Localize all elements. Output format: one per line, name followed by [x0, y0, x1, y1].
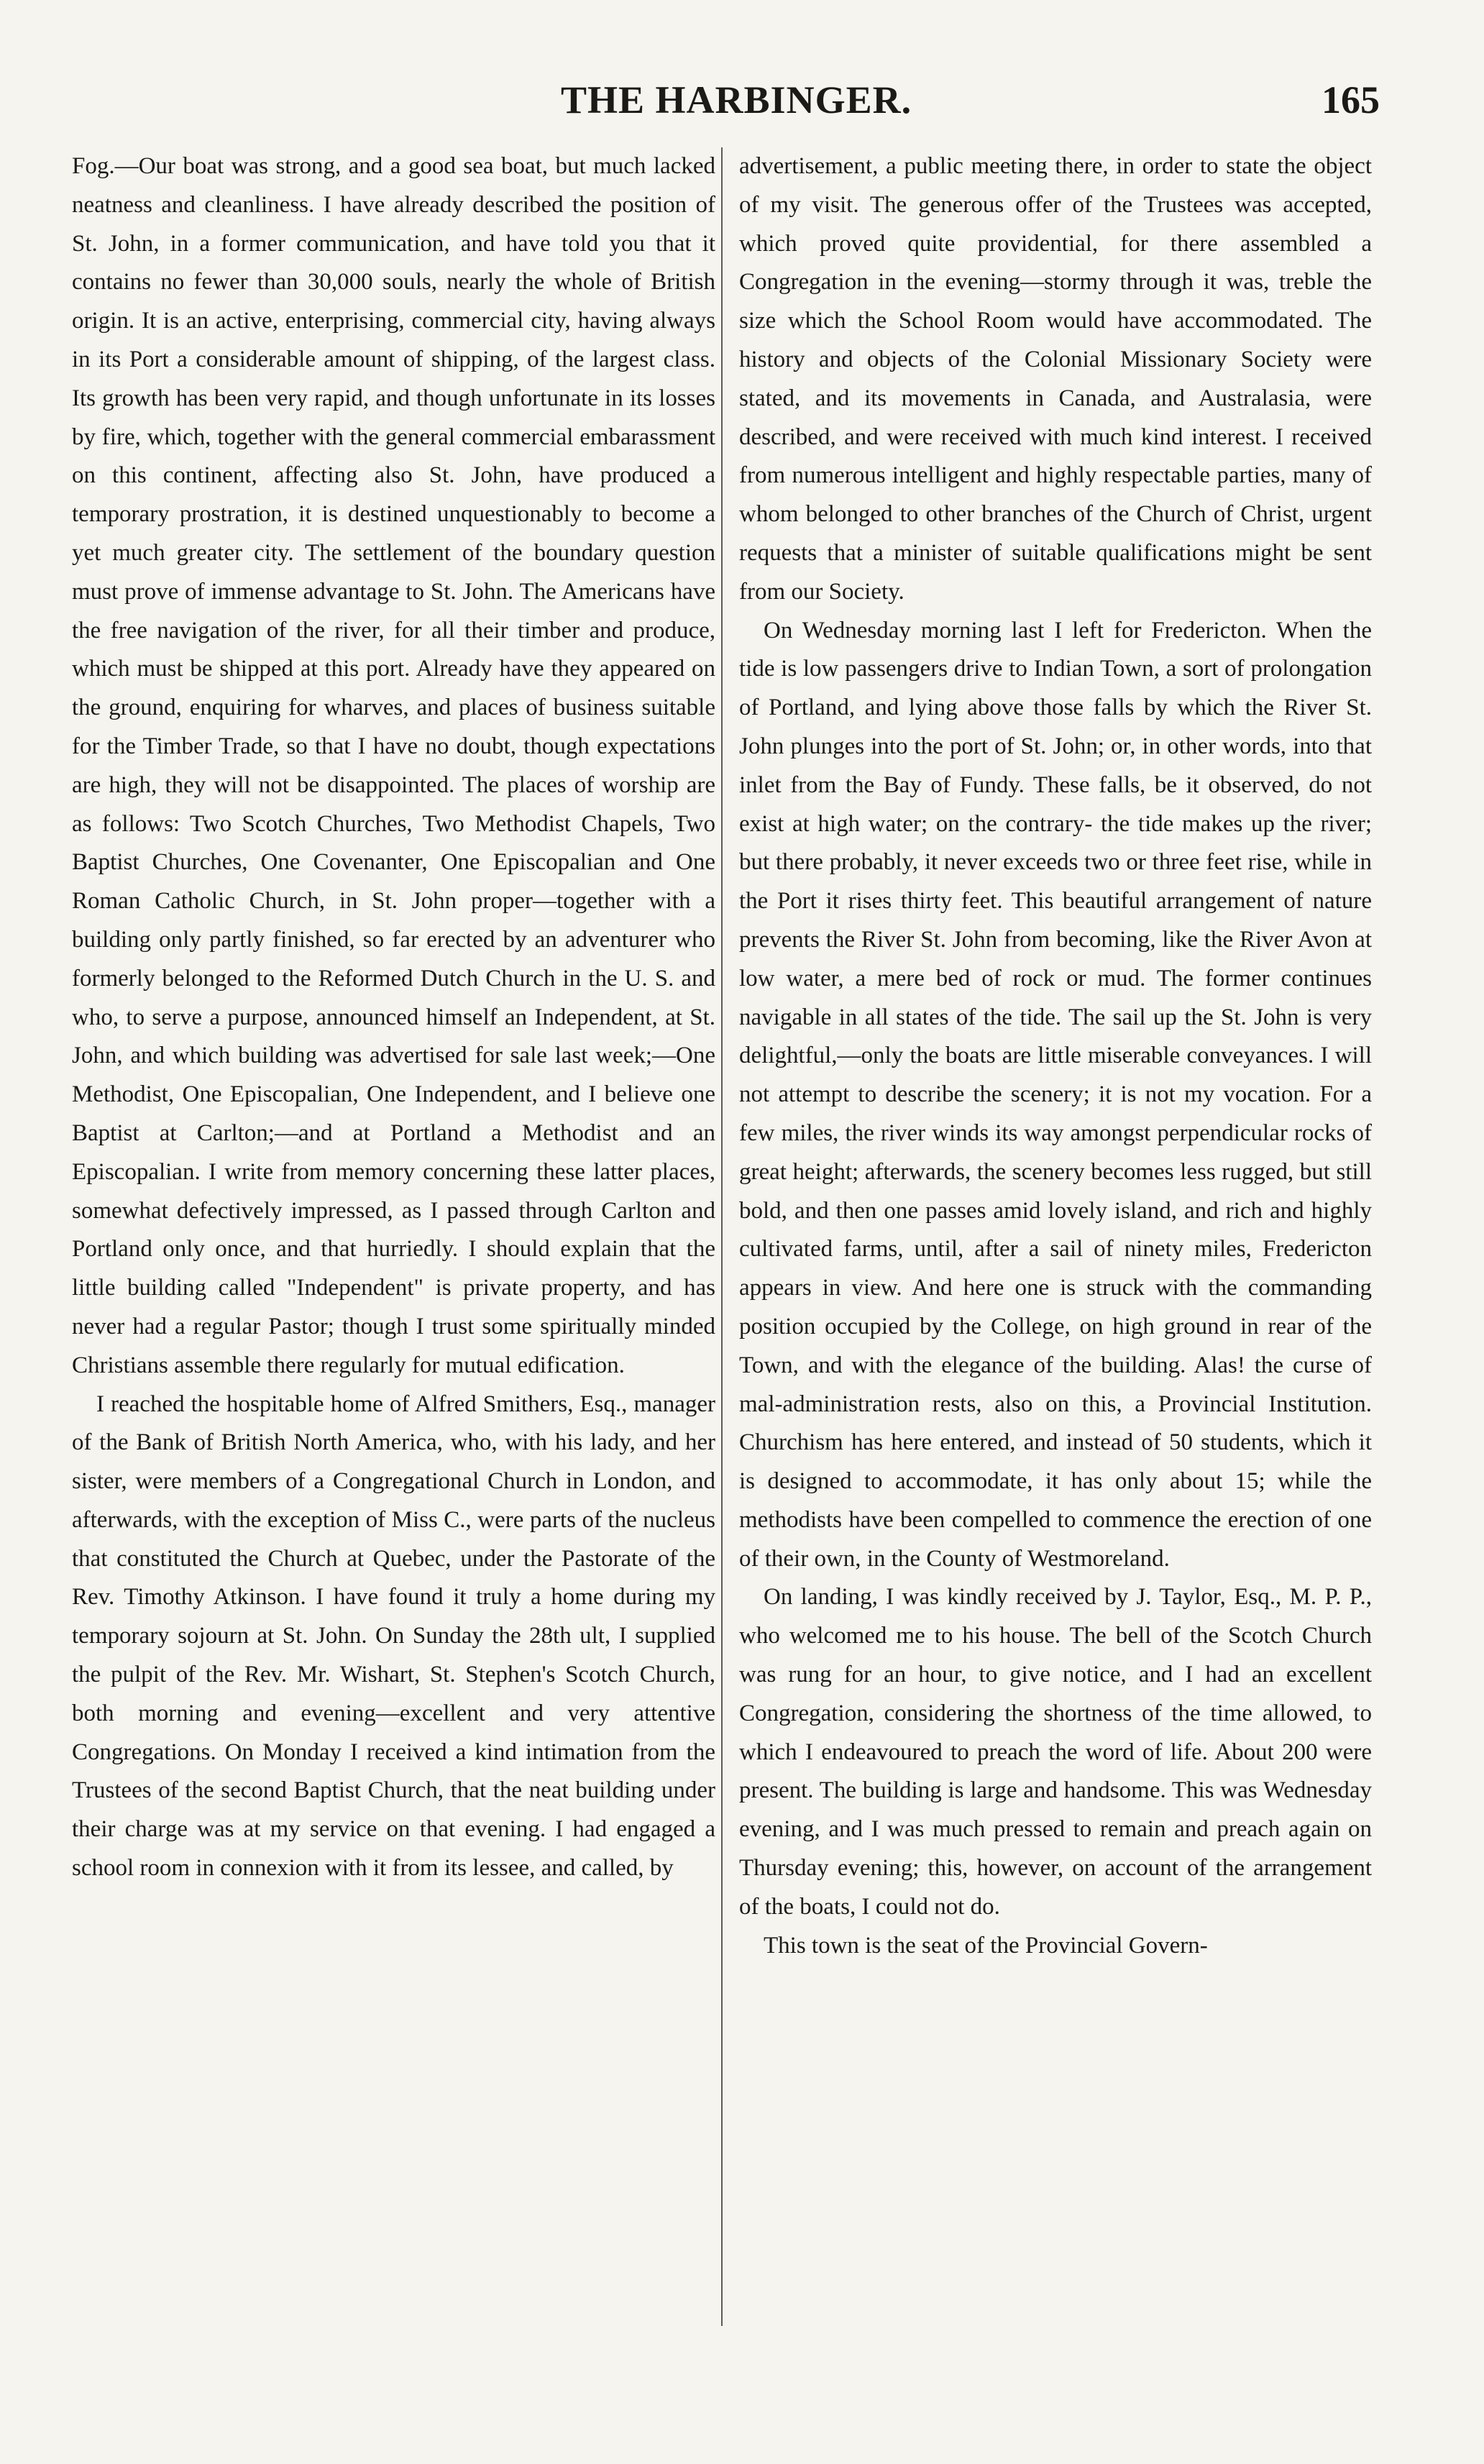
right-paragraph-2: On Wednesday morning last I left for Fredericton. When the tide is low passengers drive to Indian Town, a sort of prolongation of Portland, and lying above those falls by which the River St. John plunges into the port of St. John; or, in other words, into that inlet from the Bay of Fundy. These falls, be it observed, do not exist at high water; on the contrary- the tide makes up the river; but there probably, it never exceeds two or three feet rise, while in the Port it rises thirty feet. This beautiful arrangement of nature prevents the River St. John from becoming, like the River Avon at low water, a mere bed of rock or mud. The former continues navigable in all states of the tide. The sail up the St. John is very delightful,—only the boats are little miserable conveyances. I will not attempt to describe the scenery; it is not my vocation. For a few miles, the river winds its way amongst perpendicular rocks of great height; afterwards, the scenery becomes less rugged, but still bold, and then one passes amid lovely island, and rich and highly cultivated farms, until, after a sail of ninety miles, Fredericton appears in view. And here one is struck with the commanding position occupied by the College, on high ground in rear of the Town, and with the elegance of the building. Alas! the curse of mal-administration rests, also on this, a Provincial Institution. Churchism has here entered, and instead of 50 students, which it is designed to accommodate, it has only about 15; while the methodists have been compelled to commence the erection of one of their own, in the County of Westmoreland. [739, 617, 1372, 1572]
column-divider [721, 147, 723, 2326]
left-paragraph-1: Fog.—Our boat was strong, and a good sea boat, but much lacked neatness and cleanliness. I have already described the position of St. John, in a former communication, and have told you that it contains no fewer than 30,000 souls, nearly the whole of British origin. It is an active, enterprising, commercial city, having always in its Port a considerable amount of shipping, of the largest class. Its growth has been very rapid, and though unfortunate in its losses by fire, which, together with the general commercial embarassment on this continent, affecting also St. John, have produced a temporary prostration, it is destined unquestionably to become a yet much greater city. The settlement of the boundary question must prove of immense advantage to St. John. The Americans have the free navigation of the river, for all their timber and produce, which must be shipped at this port. Already have they appeared on the ground, enquiring for wharves, and places of business suitable for the Timber Trade, so that I have no doubt, though expectations are high, they will not be disappointed. The places of worship are as follows: Two Scotch Churches, Two Methodist Chapels, Two Baptist Churches, One Covenanter, One Episcopalian and One Roman Catholic Church, in St. John proper—together with a building only partly finished, so far erected by an adventurer who formerly belonged to the Reformed Dutch Church in the U. S. and who, to serve a purpose, announced himself an Independent, at St. John, and which building was advertised for sale last week;—One Methodist, One Episcopalian, One Independent, and I believe one Baptist at Carlton;—and at Portland a Methodist and an Episcopalian. I write from memory concerning these latter places, somewhat defectively impressed, as I passed through Carlton and Portland only once, and that hurriedly. I should explain that the little building called "Independent" is private property, and has never had a regular Pastor; though I trust some spiritually minded Christians assemble there regularly for mutual edification. [72, 153, 715, 1378]
running-title: THE HARBINGER. [561, 78, 912, 122]
right-column [739, 147, 1372, 1965]
left-column [72, 147, 715, 1888]
left-paragraph-2: I reached the hospitable home of Alfred Smithers, Esq., manager of the Bank of British North America, who, with his lady, and her sister, were members of a Congregational Church in London, and afterwards, with the exception of Miss C., were parts of the nucleus that constituted the Church at Quebec, under the Pastorate of the Rev. Timothy Atkinson. I have found it truly a home during my temporary sojourn at St. John. On Sunday the 28th ult, I supplied the pulpit of the Rev. Mr. Wishart, St. Stephen's Scotch Church, both morning and evening—excellent and very attentive Congregations. On Monday I received a kind intimation from the Trustees of the second Baptist Church, that the neat building under their charge was at my service on that evening. I had engaged a school room in connexion with it from its lessee, and called, by [72, 1391, 715, 1882]
right-paragraph-4: This town is the seat of the Provincial Govern- [764, 1932, 1208, 1959]
running-head [0, 78, 1484, 128]
right-paragraph-3: On landing, I was kindly received by J. Taylor, Esq., M. P. P., who welcomed me to his house. The bell of the Scotch Church was rung for an hour, to give notice, and I had an excellent Congregation, considering the shortness of the time allowed, to which I endeavoured to preach the word of life. About 200 were present. The building is large and handsome. This was Wednesday evening, and I was much pressed to remain and preach again on Thursday evening; this, however, on account of the arrangement of the boats, I could not do. [739, 1584, 1372, 1920]
page-number: 165 [1322, 78, 1380, 122]
right-paragraph-1: advertisement, a public meeting there, in order to state the object of my visit. The generous offer of the Trustees was accepted, which proved quite providential, for there assembled a Congregation in the evening—stormy through it was, treble the size which the School Room would have accommodated. The history and objects of the Colonial Missionary Society were stated, and its movements in Canada, and Australasia, were described, and were received with much kind interest. I received from numerous intelligent and highly respectable parties, many of whom belonged to other branches of the Church of Christ, urgent requests that a minister of suitable qualifications might be sent from our Society. [739, 153, 1372, 605]
